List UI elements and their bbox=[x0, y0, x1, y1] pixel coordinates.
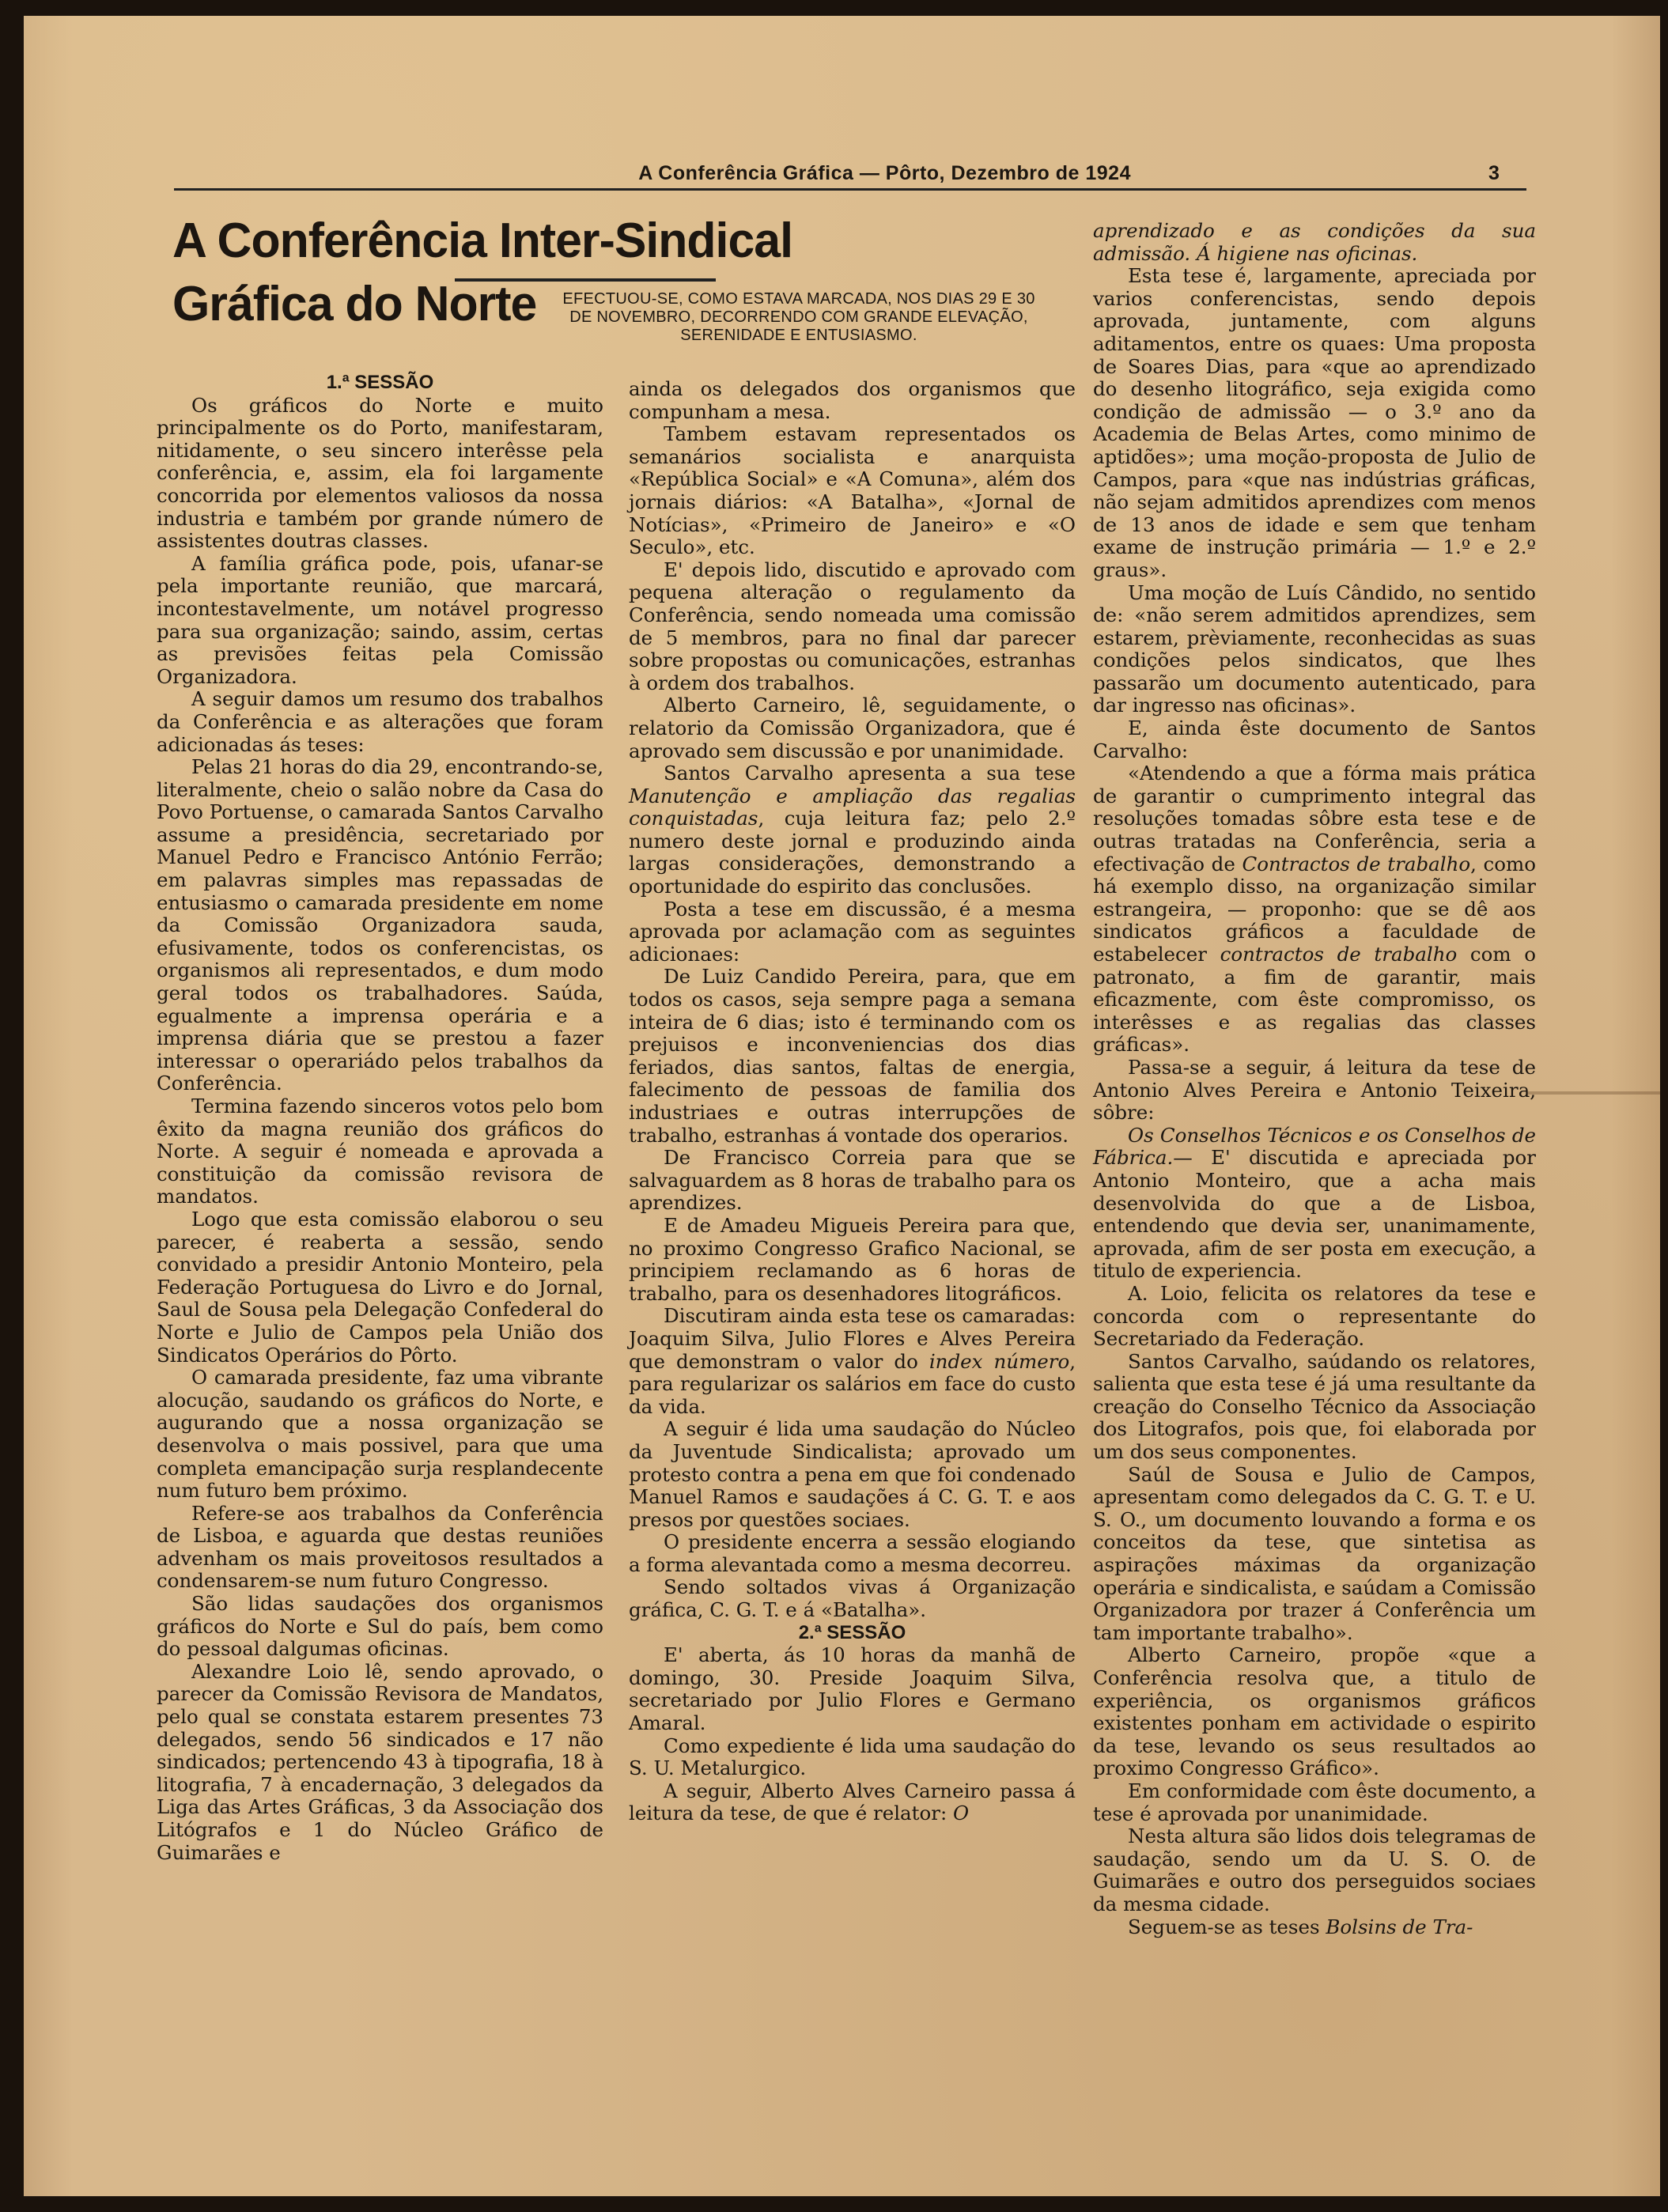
paragraph: Em conformidade com êste documento, a tese é aprovada por unanimidade. bbox=[1093, 1779, 1536, 1825]
thesis-title: Os Conselhos Técnicos e os Conselhos de Fábrica. bbox=[1093, 1123, 1536, 1170]
paragraph: E de Amadeu Migueis Pereira para que, no proximo Congresso Grafico Nacional, se principiem reclamando as 6 horas de trabalho, para os desenhadores litográficos. bbox=[629, 1213, 1076, 1305]
text-run: com o patronato, a fim de garantir, mais eficazmente, com êste compromisso, os interêsses e as regalias das classes gráficas». bbox=[1093, 943, 1536, 1057]
thesis-title: O bbox=[952, 1802, 970, 1825]
paragraph: O presidente encerra a sessão elogiando a forma alevantada como a mesma decorreu. bbox=[629, 1530, 1076, 1576]
paragraph: Saúl de Sousa e Julio de Campos, apresentam como delegados da C. G. T. e U. S. O., um documento louvando a forma e os conceitos da tese, que sintetisa as aspirações máximas da organização operária e sindicalista, e saúdam a Comissão Organizadora por trazer á Conferência um tam importante trabalho». bbox=[1093, 1462, 1536, 1644]
page-number: 3 bbox=[1488, 162, 1500, 184]
text-run: , como há exemplo disso, na organização similar estrangeira, — proponho: que se dê aos sindicatos gráficos a faculdade de estabelecer bbox=[1093, 852, 1536, 966]
paragraph: Uma moção de Luís Cândido, no sentido de: «não serem admitidos aprendizes, sem estarem, prèviamente, reconhecidas as suas condições pelos sindicatos, que lhes passarão um documento autenticado, para dar ingresso nas oficinas». bbox=[1093, 580, 1536, 717]
paragraph bbox=[1093, 762, 1536, 1057]
paragraph: ainda os delegados dos organismos que compunham a mesa. bbox=[629, 377, 1076, 423]
paragraph: E' aberta, ás 10 horas da manhã de domingo, 30. Preside Joaquim Silva, secretariado por Julio Flores e Germano Amaral. bbox=[629, 1643, 1076, 1735]
paragraph: Como expediente é lida uma saudação do S. U. Metalurgico. bbox=[629, 1734, 1076, 1780]
paragraph: A. Loio, felicita os relatores da tese e concorda com o representante do Secretariado da Federação. bbox=[1093, 1281, 1536, 1351]
paragraph bbox=[629, 762, 1076, 898]
paragraph: A seguir damos um resumo dos trabalhos da Conferência e as alterações que foram adicionadas ás teses: bbox=[157, 687, 603, 756]
paragraph: Alberto Carneiro, lê, seguidamente, o relatorio da Comissão Organizadora, que é aprovado sem discussão e por unanimidade. bbox=[629, 694, 1076, 762]
paragraph: Nesta altura são lidos dois telegramas de saudação, sendo um da U. S. O. de Guimarães e outro dos perseguidos sociaes da mesma cidade. bbox=[1093, 1824, 1536, 1915]
paragraph: De Francisco Correia para que se salvaguardem as 8 horas de trabalho para os aprendizes. bbox=[629, 1146, 1076, 1215]
paragraph: Pelas 21 horas do dia 29, encontrando-se, literalmente, cheio o salão nobre da Casa do Povo Portuense, o camarada Santos Carvalho assume a presidência, secretariado por Manuel Pedro e Francisco António Ferrão; em palavras simples mas repassadas de entusiasmo o camarada presidente em nome da Comissão Organizadora sauda, efusivamente, todos os conferencistas, os organismos ali representados, e dum modo geral todos os trabalhadores. Saúda, egualmente a imprensa operária e a imprensa diária que se prestou a fazer interessar o operariádo pelos trabalhos da Conferência. bbox=[157, 755, 603, 1095]
thesis-title: Manutenção e ampliação das regalias conquistadas bbox=[629, 784, 1076, 830]
paragraph bbox=[1093, 1916, 1536, 1939]
paragraph: Esta tese é, largamente, apreciada por varios conferencistas, sendo depois aprovada, juntamente, com alguns aditamentos, entre os quaes: Uma proposta de Soares Dias, para «que ao aprendizado do desenho litográfico, seja exigida como condição de admissão — o 3.º ano da Academia de Belas Artes, como minimo de aptidões»; uma moção-proposta de Julio de Campos, para «que nas indústrias gráficas, não sejam admitidos aprendizes com menos de 13 anos de idade e sem que tenham exame de instrução primária — 1.º e 2.º graus». bbox=[1093, 264, 1536, 581]
paragraph: E' depois lido, discutido e aprovado com pequena alteração o regulamento da Conferência, sendo nomeada uma comissão de 5 membros, para no final dar parecer sobre propostas ou comunicações, estranhas à ordem dos trabalhos. bbox=[629, 558, 1076, 694]
text-run: Santos Carvalho apresenta a sua tese bbox=[664, 762, 1076, 785]
paragraph: Passa-se a seguir, á leitura da tese de Antonio Alves Pereira e Antonio Teixeira, sôbre: bbox=[1093, 1055, 1536, 1125]
text-run: Seguem-se as teses bbox=[1128, 1915, 1326, 1938]
paragraph: Alexandre Loio lê, sendo aprovado, o parecer da Comissão Revisora de Mandatos, pelo qual se constata estarem presentes 73 delegados, sendo 56 sindicados e 17 não sindicados; pertencendo 43 à tipografia, 18 à litografia, 7 à encadernação, 3 delegados da Liga das Artes Gráficas, 3 da Associação dos Litógrafos e 1 do Núcleo Gráfico de Guimarães e bbox=[157, 1659, 603, 1864]
header-rule bbox=[174, 188, 1526, 191]
paragraph: Termina fazendo sinceros votos pelo bom êxito da magna reunião dos gráficos do Norte. A seguir é nomeada e aprovada a constituição da comissão revisora de mandatos. bbox=[157, 1095, 603, 1208]
text-run: «Atendendo a que a fórma mais prática de garantir o cumprimento integral das resoluções tomadas sôbre esta tese e de outras tratadas na Conferência, seria a efectivação de bbox=[1093, 762, 1536, 875]
subtitle-line: DE NOVEMBRO, DECORRENDO COM GRANDE ELEVAÇÃO, bbox=[569, 308, 1028, 326]
thesis-title: aprendizado e as condições da sua admissão. Á higiene nas oficinas. bbox=[1093, 219, 1536, 265]
session-heading: 2.ª SESSÃO bbox=[798, 1621, 906, 1643]
paper-fold bbox=[1526, 1091, 1660, 1095]
text-run: A seguir, Alberto Alves Carneiro passa á leitura da tese, de que é relator: bbox=[629, 1779, 1076, 1825]
paragraph: A família gráfica pode, pois, ufanar-se pela importante reunião, que marcará, incontestavelmente, um notável progresso para sua organização; saindo, assim, certas as previsões feitas pela Comissão Organizadora. bbox=[157, 551, 603, 688]
paragraph: A seguir é lida uma saudação do Núcleo da Juventude Sindicalista; aprovado um protesto contra a pena em que foi condenado Manuel Ramos e saudações á C. G. T. e aos presos por questões sociaes. bbox=[629, 1417, 1076, 1531]
italic-term: Contractos de trabalho bbox=[1242, 852, 1471, 875]
paragraph: De Luiz Candido Pereira, para, que em todos os casos, seja sempre paga a semana inteira de 6 dias; isto é terminando com os prejuisos e inconveniencias dos dias feriados, dias santos, faltas de energia, falecimento de pessoas de familia dos industriaes e outras interrupções de trabalho, estranhas á vontade dos operarios. bbox=[629, 965, 1076, 1147]
paragraph: Logo que esta comissão elaborou o seu parecer, é reaberta a sessão, sendo convidado a presidir Antonio Monteiro, pela Federação Portuguesa do Livro e do Jornal, Saul de Sousa pela Delegação Confederal do Norte e Julio de Campos pela União dos Sindicatos Operários do Pôrto. bbox=[157, 1207, 603, 1367]
column-3 bbox=[1093, 220, 1536, 1938]
text-run: , cuja leitura faz; pelo 2.º numero deste jornal e produzindo ainda largas considerações, demonstrando a oportunidade do espirito das conclusões. bbox=[629, 807, 1076, 898]
session-heading: 1.ª SESSÃO bbox=[326, 372, 434, 393]
text-run: — E' discutida e apreciada por Antonio Monteiro, que a acha mais desenvolvida do que a de Lisboa, entendendo que devia ser, unanimamente, aprovada, afim de ser posta em execução, a titulo de experiencia. bbox=[1093, 1146, 1536, 1283]
paragraph: Os gráficos do Norte e muito principalmente os do Porto, manifestaram, nitidamente, o seu sincero interêsse pela conferência, e, assim, ela foi largamente concorrida por elementos valiosos da nossa industria e também por grande número de assistentes doutras classes. bbox=[157, 393, 603, 553]
paragraph: Tambem estavam representados os semanários socialista e anarquista «República Social» e «A Comuna», além dos jornais diários: «A Batalha», «Jornal de Notícias», «Primeiro de Janeiro» e «O Seculo», etc. bbox=[629, 422, 1076, 559]
paragraph: Alberto Carneiro, propõe «que a Conferência resolva que, a titulo de experiência, os organismos gráficos existentes ponham em actividade o espirito da tese, levando os seus resultados ao proximo Congresso Gráfico». bbox=[1093, 1643, 1536, 1780]
paragraph bbox=[629, 1305, 1076, 1418]
paragraph: Sendo soltados vivas á Organização gráfica, C. G. T. e á «Batalha». bbox=[629, 1575, 1076, 1622]
text-run: , para regularizar os salários em face do custo da vida. bbox=[629, 1349, 1076, 1418]
paragraph: Refere-se aos trabalhos da Conferência de Lisboa, e aguarda que destas reuniões advenham os mais proveitosos resultados a condensarem-se num futuro Congresso. bbox=[157, 1501, 603, 1593]
paragraph bbox=[629, 1780, 1076, 1825]
thesis-title: Bolsins de Tra- bbox=[1326, 1915, 1473, 1938]
subtitle-line: EFECTUOU-SE, COMO ESTAVA MARCADA, NOS DIAS 29 E 30 bbox=[562, 290, 1035, 308]
title-rule bbox=[455, 278, 716, 282]
running-header: A Conferência Gráfica — Pôrto, Dezembro de 1924 bbox=[638, 162, 1131, 184]
article-subtitle bbox=[514, 290, 1084, 345]
subtitle-line: SERENIDADE E ENTUSIASMO. bbox=[680, 327, 917, 344]
paragraph bbox=[1093, 220, 1536, 265]
italic-term: index número bbox=[929, 1349, 1070, 1373]
italic-term: contractos de trabalho bbox=[1220, 943, 1458, 966]
paragraph: Santos Carvalho, saúdando os relatores, salienta que esta tese é já uma resultante da creação do Conselho Técnico da Associação dos Litografos, pois que, foi elaborada por um dos seus componentes. bbox=[1093, 1349, 1536, 1464]
newspaper-page bbox=[24, 16, 1660, 2196]
paragraph: O camarada presidente, faz uma vibrante alocução, saudando os gráficos do Norte, e augurando que a nossa organização se desenvolva o mais possivel, para que uma completa emancipação surja resplandecente num futuro bem próximo. bbox=[157, 1366, 603, 1503]
article-title: A Conferência Inter-Sindical Gráfica do Norte bbox=[172, 214, 792, 331]
paragraph: E, ainda êste documento de Santos Carvalho: bbox=[1093, 717, 1536, 762]
column-2 bbox=[629, 378, 1076, 1825]
text-run: Discutiram ainda esta tese os camaradas: Joaquim Silva, Julio Flores e Alves Pereira que demonstram o valor do bbox=[629, 1304, 1076, 1373]
column-1 bbox=[157, 372, 603, 1864]
paragraph: Posta a tese em discussão, é a mesma aprovada por aclamação com as seguintes adicionaes: bbox=[629, 897, 1076, 966]
paragraph bbox=[1093, 1125, 1536, 1283]
paragraph: São lidas saudações dos organismos gráficos do Norte e Sul do país, bem como do pessoal dalgumas oficinas. bbox=[157, 1592, 603, 1661]
